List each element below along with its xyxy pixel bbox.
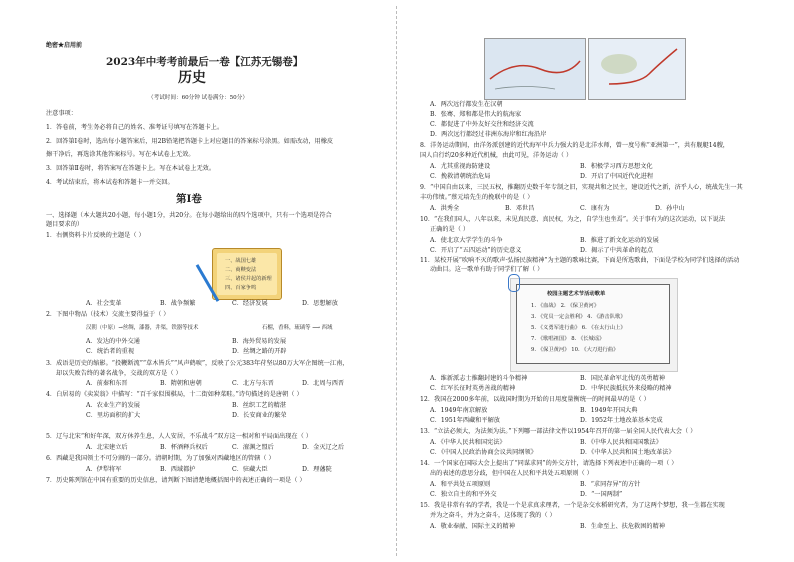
option[interactable]: C．独立自主的和平外交 (430, 491, 497, 498)
question-11-stem: 11．某校开展“吹响不灭的歌声·弘扬民族精神”为主题的歌咏比赛，下面是所选歌曲，下面是学校为同学们选择的活动 (420, 257, 740, 264)
option[interactable]: C．都促进了中外友好交往和经济交流 (430, 121, 534, 128)
terrain-line (495, 87, 555, 90)
section-intro: 一、选择题（本大题共20小题，每小题1分，共20分。在每小题给出的四个选项中，只有一个选项是符合 (46, 212, 332, 219)
option[interactable]: D．《中华人民共和国土地改革法》 (580, 449, 675, 456)
exam-title: 2023年中考考前最后一卷【江苏无锡卷】 (106, 56, 304, 68)
option[interactable]: B．邓世昌 (505, 205, 535, 212)
option[interactable]: A．两次远行都发生在汉朝 (430, 101, 503, 108)
option[interactable]: C．驻藏大臣 (232, 466, 268, 473)
song-poster (516, 284, 670, 364)
option[interactable]: A．洪秀全 (430, 205, 460, 212)
question-15-stem: 15．我是非常有名的学者，我是一个是求真求理者，一个是杂交水稻研究者，为了这两个梦想，我一生都在实现 (420, 502, 725, 509)
option[interactable]: A．敬业奉献、国际主义的精神 (430, 523, 515, 530)
option[interactable]: B．推进了新文化运动的发展 (580, 237, 659, 244)
question-3-stem: 3．成语是历史的缩影。“投鞭断流”“草木皆兵”“风声鹤唳”，反映了公元383年苻坚以80万大军企图统一江南， (46, 360, 349, 367)
option[interactable]: C．挽救清朝统治危局 (430, 173, 491, 180)
question-3-stem: 却以失败告终的著名战争，交战的双方是（ ） (56, 370, 182, 377)
card-line: 三、诸侯并起的新理 (225, 276, 272, 282)
section-title: 第Ⅰ卷 (176, 193, 202, 205)
option[interactable]: A．《中华人民共和国宪法》 (430, 439, 506, 446)
route-maps (484, 38, 684, 98)
option[interactable]: D．两次远行都经过非洲东海岸和红海沿岸 (430, 131, 547, 138)
question-9-stem: 丰功伟绩。”蔡元培先生的挽联中的是（ ） (420, 194, 534, 201)
question-15-stem: 并为之奋斗，并为之奋斗，这体现了我的（ ） (430, 512, 556, 519)
option[interactable]: B．1949年开国大典 (580, 407, 638, 414)
trade-chain-right: 石榴，香料，琉璃等 ⟶ 西域 (262, 325, 333, 331)
route-map-left-svg (485, 39, 585, 99)
history-card-inner (217, 253, 277, 295)
option[interactable]: B．海外贸易的发展 (232, 338, 287, 345)
poster-line: 7. 《歌唱祖国》 8. 《长城谣》 (531, 336, 605, 342)
option[interactable]: B．国民革命军北伐的英勇精神 (580, 375, 665, 382)
poster-title: 校园主题艺术节活动歌单 (547, 291, 606, 297)
option[interactable]: D．孙中山 (655, 205, 685, 212)
option[interactable]: C．红军长征时英勇善战的精神 (430, 385, 516, 392)
notes-label: 注意事项： (46, 110, 77, 117)
history-card (212, 248, 282, 300)
question-2-stem: 2．下图中物品（技术）交流主要得益于（ ） (46, 311, 170, 318)
option[interactable]: D．长安商业的繁荣 (232, 412, 287, 419)
option[interactable]: C．里坊面积的扩大 (86, 412, 141, 419)
route-map-right-svg (589, 39, 685, 99)
option[interactable]: D．丝绸之路的开辟 (232, 348, 287, 355)
question-13-stem: 13．“立法必须大，为法须为法。”下列哪一部法律文件以1954年召开的第一届全国人民代表大会（ ） (420, 428, 697, 435)
option[interactable]: C．统治者的重视 (86, 348, 135, 355)
option[interactable]: C．澶渊之盟后 (232, 444, 274, 451)
option[interactable]: B．《中华人民共和国国歌法》 (580, 439, 662, 446)
option[interactable]: A．使北京大学学生的斗争 (430, 237, 503, 244)
option[interactable]: A．北宋建立后 (86, 444, 128, 451)
option[interactable]: C．开启了“五四运动”的历史意义 (430, 247, 522, 254)
option[interactable]: A．维新派志士推翻封建的斗争精神 (430, 375, 528, 382)
option[interactable]: A．和平共处五项原则 (430, 481, 491, 488)
question-8-stem: 国人自行约20多种近代机械，由此可见，洋务运动（ ） (420, 152, 573, 159)
option[interactable]: A．尤其重视海防建设 (430, 163, 491, 170)
option[interactable]: D．思想解放 (302, 300, 338, 307)
route-line (490, 61, 580, 79)
question-10-stem: 10．“在我们国人，八年以来，未见真民意、真民权，为之，自学生也坐焉”。关于事有为的这次运动，以下说法 (420, 216, 726, 223)
option[interactable]: B．张骞、郑和都是伟大的航海家 (430, 111, 522, 118)
question-9-stem: 9．“中国自由以来，三民五权，推翻历史数千年专制之旧，实现共和之民主，建设近代之新，济乎人心，统战先生一其 (420, 184, 743, 191)
note-item: 擦干净后，再选涂其他答案标号。写在本试卷上无效。 (46, 151, 195, 158)
card-line: 一、战国七雄 (225, 258, 257, 264)
landmass (601, 54, 637, 74)
map-left (484, 38, 586, 100)
question-12-stem: 12．我国在2000多年前，以战国时期为开始的日用度量衡统一的时间最早的是（ ） (420, 396, 650, 403)
question-10-stem: 正确的是（ ） (430, 226, 470, 233)
note-item: 1．答卷前，考生务必将自己的姓名、准考证号填写在答题卡上。 (46, 124, 224, 131)
question-1-stem: 1．右侧资料卡片反映的主题是（ ） (46, 232, 145, 239)
note-item: 2．回答第Ⅰ卷时，选出每小题答案后，用2B铅笔把答题卡上对应题目的答案标号涂黑。如需改动，用橡皮 (46, 138, 334, 145)
option[interactable]: B．战争频繁 (160, 300, 196, 307)
option[interactable]: C．康有为 (580, 205, 610, 212)
option[interactable]: B．生命至上、扶危救困的精神 (580, 523, 665, 530)
option[interactable]: A．社会变革 (86, 300, 122, 307)
option[interactable]: D．“一国两制” (580, 491, 623, 498)
option[interactable]: D．1952年土地改革基本完成 (580, 417, 663, 424)
option[interactable]: B．西域都护 (160, 466, 196, 473)
option[interactable]: C．北方与东晋 (232, 380, 274, 387)
section-intro: 题目要求的） (46, 221, 84, 228)
option[interactable]: D．中华民族抵抗外来侵略的精神 (580, 385, 672, 392)
poster-line: 9. 《保卫黄河》 10. 《大刀进行曲》 (531, 347, 619, 353)
option[interactable]: C．1951年西藏和平解放 (430, 417, 500, 424)
question-8-stem: 8．洋务运动期间，由洋务派创建的近代海军中兵力强大的是北洋水师，曾一度号称“亚洲第一”，共有舰艇14艘， (420, 142, 729, 149)
paperclip-icon (508, 274, 520, 292)
option[interactable]: D．北周与西晋 (302, 380, 345, 387)
poster-line: 3. 《党员一定会胜利》 4. 《游击队歌》 (531, 314, 626, 320)
option[interactable]: A．发达的中外交通 (86, 338, 140, 345)
option[interactable]: B．丝织工艺的精湛 (232, 402, 287, 409)
note-item: 4．考试结束后，将本试卷和答题卡一并交回。 (46, 179, 174, 186)
option[interactable]: C．经济发展 (232, 300, 268, 307)
option[interactable]: A．农业生产的发展 (86, 402, 140, 409)
option[interactable]: C．《中国人民政治协商会议共同纲领》 (430, 449, 537, 456)
secret-mark: 绝密★启用前 (46, 42, 83, 49)
exam-meta: （考试时间：60分钟 试卷满分：50分） (148, 95, 248, 101)
subject-title: 历史 (178, 70, 206, 86)
option[interactable]: D．理藩院 (302, 466, 332, 473)
option[interactable]: B．积极学习西方思想文化 (580, 163, 653, 170)
question-14-stem: 14．一个国家在国际大会上提出了“同谋求同”的外交方针，请选择下列表述中正确的一项（ ） (420, 460, 678, 467)
note-item: 3．回答第Ⅱ卷时，将答案写在答题卡上。写在本试卷上无效。 (46, 165, 216, 172)
option[interactable]: A．伊犁将军 (86, 466, 122, 473)
question-6-stem: 6．西藏是我国领土不可分割的一部分。清朝时期，为了加强对西藏地区的管辖（ ） (46, 455, 275, 462)
question-4-stem: 4．白居易的《卖炭翁》中描写：“百千家似围棋局，十二街如种菜畦。”诗句描述的是唐朝（ ） (46, 391, 303, 398)
option[interactable]: B．杯酒释兵权后 (160, 444, 208, 451)
card-line: 二、商鞅变法 (225, 267, 257, 273)
option[interactable]: D．揭示了中共革命的起点 (580, 247, 654, 254)
option[interactable]: B．隋朝和唐朝 (160, 380, 202, 387)
map-right (588, 38, 686, 100)
question-5-stem: 5．辽与北宋“和好年深，双方休养生息，人人安居，不乐战斗”双方这一相对和平局面出现在（ ） (46, 433, 312, 440)
option[interactable]: D．金灭辽之后 (302, 444, 345, 451)
question-14-stem: 出的表述的意思分歧，但中国在人民和平共处五项原则（ ） (430, 470, 593, 477)
poster-line: 1. 《血战》 2. 《保卫黄河》 (531, 303, 600, 309)
option[interactable]: B．“求同存异”的方针 (580, 481, 641, 488)
poster-line: 5. 《义勇军进行曲》 6. 《在太行山上》 (531, 325, 626, 331)
option[interactable]: A．1949年南京解放 (430, 407, 488, 414)
question-7-stem: 7．历史陈列馆在中国有重要的历史信息，请判断下图清楚地概括图中的表述正确的一项是（ ） (46, 477, 306, 484)
column-divider (396, 6, 397, 556)
question-11-stem: 动曲目。这一歌单有助于同学们了解（ ） (430, 266, 544, 273)
option[interactable]: D．开启了中国近代化进程 (580, 173, 654, 180)
card-line: 四、百家争鸣 (225, 285, 257, 291)
option[interactable]: A．前秦和东晋 (86, 380, 128, 387)
trade-chain-left: 汉朝（中原）→丝绸，漆器，井渠，铁器等技术 (86, 325, 199, 331)
